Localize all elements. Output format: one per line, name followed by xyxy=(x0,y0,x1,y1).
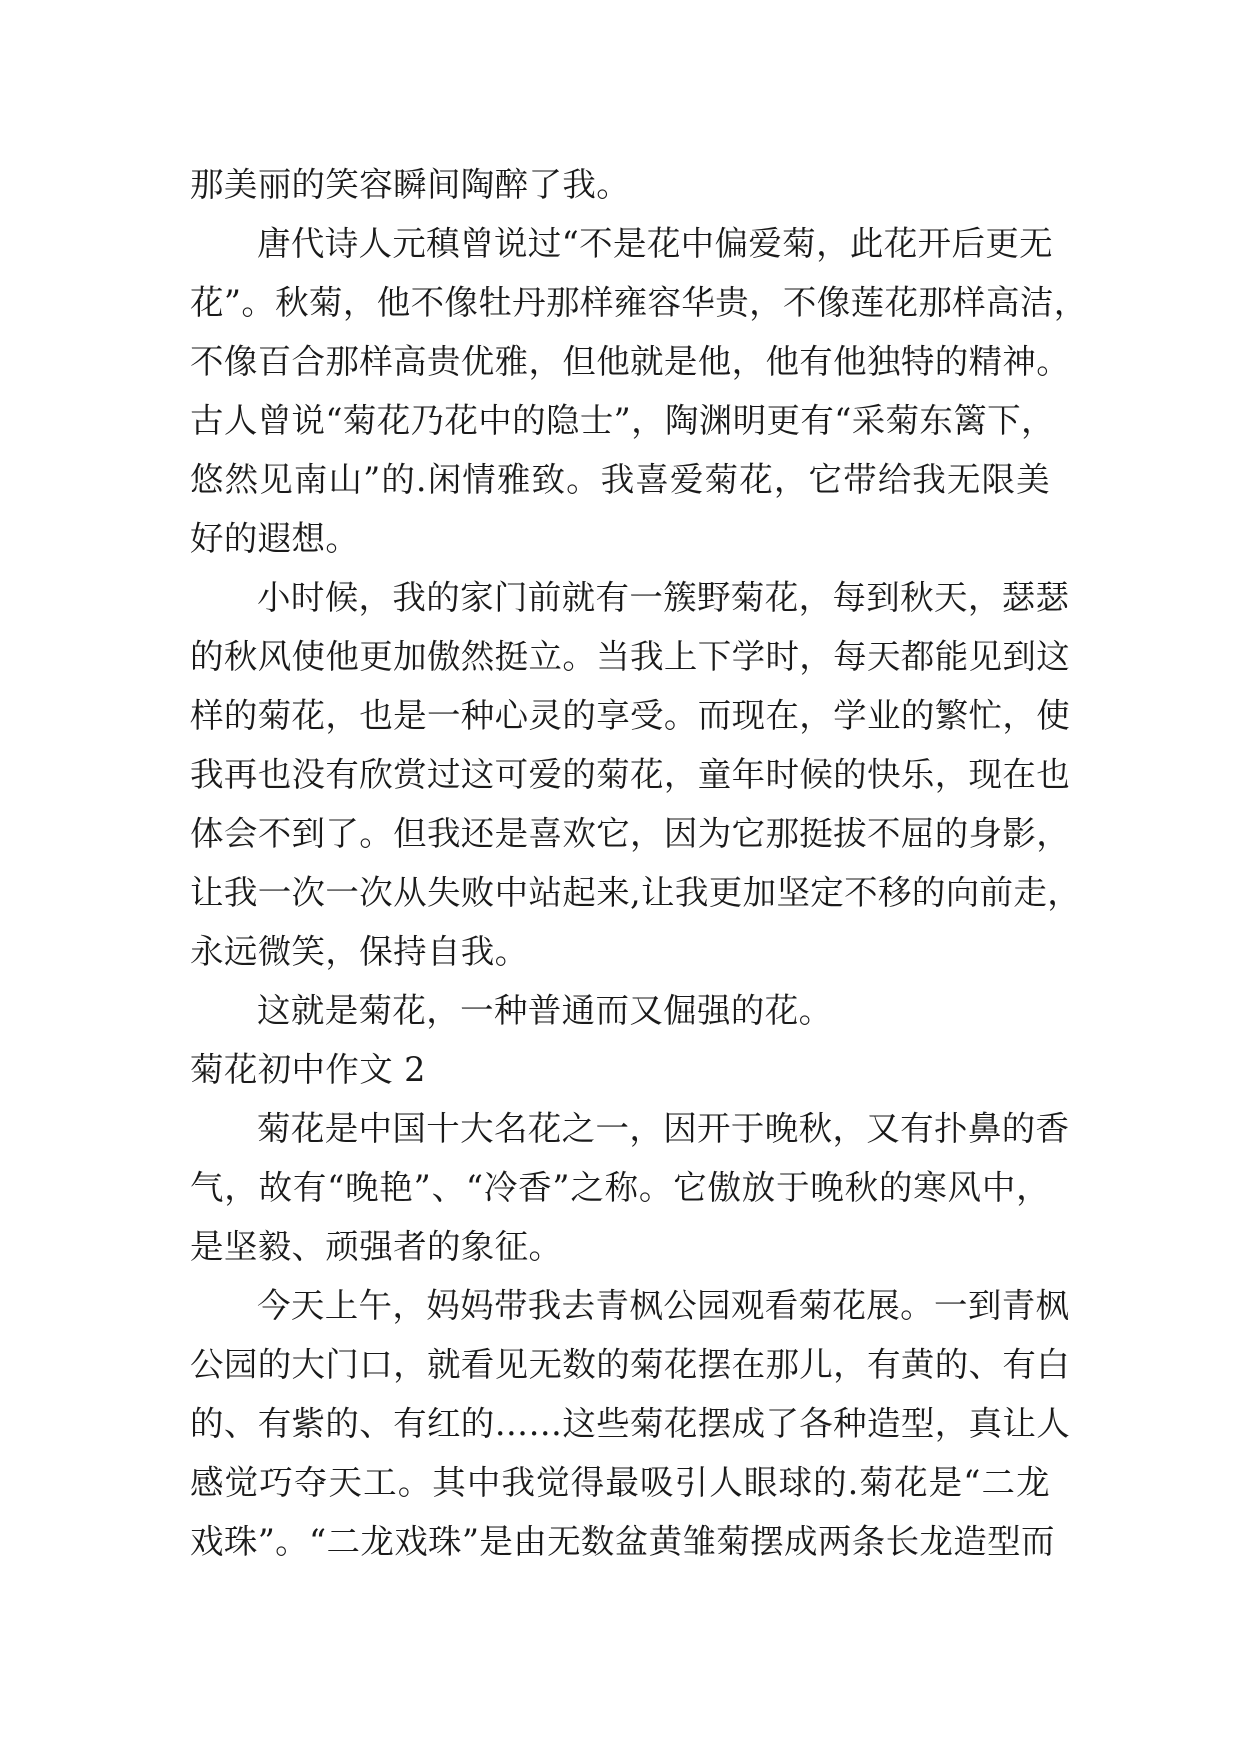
text-line: 公园的大门口，就看见无数的菊花摆在那儿，有黄的、有白 xyxy=(190,1345,1071,1384)
text-line: 花”。秋菊，他不像牡丹那样雍容华贵，不像莲花那样高洁， xyxy=(190,283,1088,322)
text-line: 感觉巧夺天工。其中我觉得最吸引人眼球的.菊花是“二龙 xyxy=(190,1463,1050,1502)
paragraph-first-line: 今天上午，妈妈带我去青枫公园观看菊花展。一到青枫 xyxy=(257,1286,1070,1325)
paragraph-first-line: 这就是菊花，一种普通而又倔强的花。 xyxy=(257,991,833,1030)
text-line: 永远微笑，保持自我。 xyxy=(190,932,529,971)
text-line: 我再也没有欣赏过这可爱的菊花，童年时候的快乐，现在也 xyxy=(190,755,1071,794)
section-heading: 菊花初中作文 2 xyxy=(190,1050,426,1089)
text-line: 样的菊花，也是一种心灵的享受。而现在，学业的繁忙，使 xyxy=(190,696,1071,735)
paragraph-first-line: 菊花是中国十大名花之一，因开于晚秋，又有扑鼻的香 xyxy=(257,1109,1070,1148)
text-line: 体会不到了。但我还是喜欢它，因为它那挺拔不屈的身影， xyxy=(190,814,1071,853)
text-line: 古人曾说“菊花乃花中的隐士”，陶渊明更有“采菊东篱下， xyxy=(190,401,1055,440)
text-line: 不像百合那样高贵优雅，但他就是他，他有他独特的精神。 xyxy=(190,342,1071,381)
paragraph-first-line: 小时候，我的家门前就有一簇野菊花，每到秋天，瑟瑟 xyxy=(257,578,1070,617)
text-line: 让我一次一次从失败中站起来,让我更加坚定不移的向前走， xyxy=(190,873,1082,912)
text-line: 的秋风使他更加傲然挺立。当我上下学时，每天都能见到这 xyxy=(190,637,1071,676)
text-line: 是坚毅、顽强者的象征。 xyxy=(190,1227,563,1266)
paragraph-first-line: 唐代诗人元稹曾说过“不是花中偏爱菊，此花开后更无 xyxy=(257,224,1054,263)
text-line: 气，故有“晚艳”、“冷香”之称。它傲放于晚秋的寒风中， xyxy=(190,1168,1050,1207)
text-line: 戏珠”。“二龙戏珠”是由无数盆黄雏菊摆成两条长龙造型而 xyxy=(190,1522,1055,1561)
text-line: 的、有紫的、有红的……这些菊花摆成了各种造型，真让人 xyxy=(190,1404,1071,1443)
text-line: 好的遐想。 xyxy=(190,519,360,558)
text-line: 那美丽的笑容瞬间陶醉了我。 xyxy=(190,165,631,204)
text-line: 悠然见南山”的.闲情雅致。我喜爱菊花，它带给我无限美 xyxy=(190,460,1050,499)
